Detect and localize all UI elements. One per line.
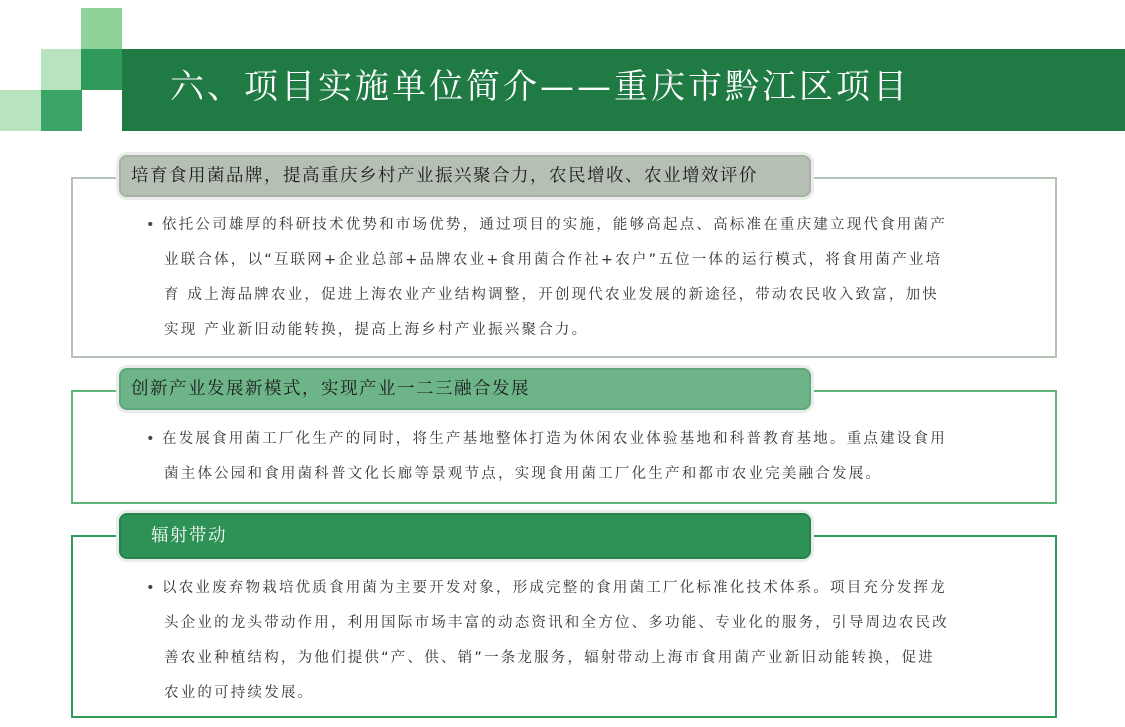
body-line: 育 成上海品牌农业，促进上海农业产业结构调整，开创现代农业发展的新途径，带动农民收入致富，加快 <box>164 287 940 303</box>
body-line: 菌主体公园和食用菌科普文化长廊等景观节点，实现食用菌工厂化生产和都市农业完美融合发展。 <box>164 466 883 482</box>
section-body-2 <box>146 422 986 492</box>
bullet-icon: • <box>146 580 157 596</box>
body-line: 以农业废弃物栽培优质食用菌为主要开发对象，形成完整的食用菌工厂化标准化技术体系。项目充分发挥龙 <box>162 580 947 596</box>
section-body-3 <box>146 571 986 711</box>
body-line: 业联合体，以“互联网+企业总部+品牌农业+食用菌合作社+农户”五位一体的运行模式，将食用菌产业培 <box>164 252 943 268</box>
body-line: 头企业的龙头带动作用，利用国际市场丰富的动态资讯和全方位、多功能、专业化的服务，引导周边农民改 <box>164 615 949 631</box>
decor-square <box>0 90 41 131</box>
section-heading-1: 培育食用菌品牌，提高重庆乡村产业振兴聚合力，农民增收、农业增效评价 <box>119 155 811 197</box>
body-line: 在发展食用菌工厂化生产的同时，将生产基地整体打造为休闲农业体验基地和科普教育基地。重点建设食用 <box>162 431 947 447</box>
decor-square <box>41 90 82 131</box>
decor-square <box>81 49 122 90</box>
body-line: 农业的可持续发展。 <box>164 685 315 701</box>
decor-square <box>81 8 122 49</box>
body-line: 善农业种植结构，为他们提供“产、供、销”一条龙服务，辐射带动上海市食用菌产业新旧动能转换，促进 <box>164 650 935 666</box>
slide-title: 六、项目实施单位简介——重庆市黔江区项目 <box>170 67 910 107</box>
section-heading-3: 辐射带动 <box>119 513 811 559</box>
bullet-icon: • <box>146 217 157 233</box>
decor-square <box>41 49 82 90</box>
body-line: 依托公司雄厚的科研技术优势和市场优势，通过项目的实施，能够高起点、高标准在重庆建立现代食用菌产 <box>162 217 947 233</box>
section-body-1 <box>146 208 986 348</box>
body-line: 实现 产业新旧动能转换，提高上海乡村产业振兴聚合力。 <box>164 322 589 338</box>
bullet-icon: • <box>146 431 157 447</box>
section-heading-2: 创新产业发展新模式，实现产业一二三融合发展 <box>119 368 811 410</box>
